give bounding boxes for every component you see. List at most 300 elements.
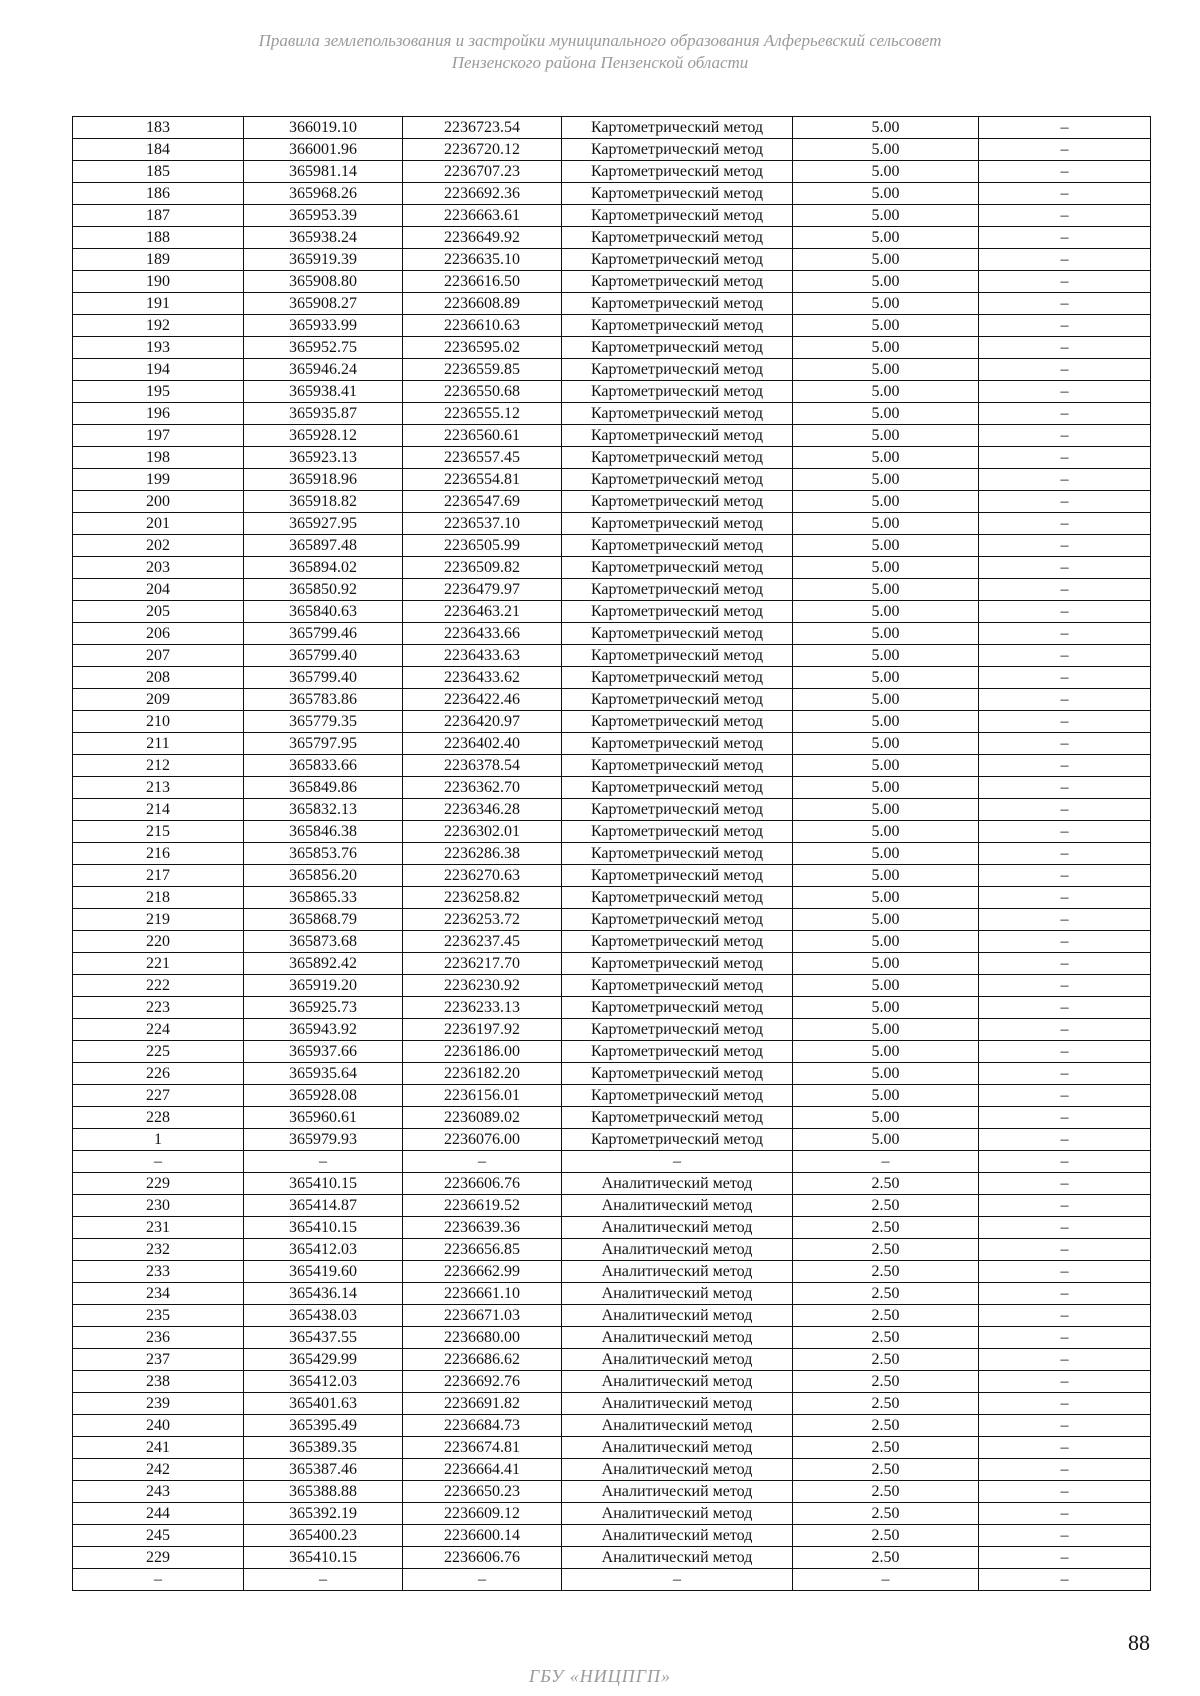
y-coordinate-cell: 2236661.10 — [403, 1283, 562, 1305]
y-coordinate-cell: 2236505.99 — [403, 535, 562, 557]
point-number-cell: 186 — [73, 183, 244, 205]
description-cell: – — [979, 1481, 1151, 1503]
x-coordinate-cell: 366019.10 — [244, 117, 403, 139]
x-coordinate-cell: 365923.13 — [244, 447, 403, 469]
y-coordinate-cell: 2236692.76 — [403, 1371, 562, 1393]
accuracy-cell: 5.00 — [793, 865, 979, 887]
y-coordinate-cell: 2236662.99 — [403, 1261, 562, 1283]
point-number-cell: 200 — [73, 491, 244, 513]
table-row — [73, 1415, 1151, 1437]
x-coordinate-cell: 365918.96 — [244, 469, 403, 491]
description-cell: – — [979, 403, 1151, 425]
accuracy-cell: 5.00 — [793, 513, 979, 535]
description-cell: – — [979, 117, 1151, 139]
table-row — [73, 1393, 1151, 1415]
x-coordinate-cell: 365938.41 — [244, 381, 403, 403]
description-cell: – — [979, 1195, 1151, 1217]
method-cell: Картометрический метод — [562, 733, 793, 755]
accuracy-cell: 2.50 — [793, 1195, 979, 1217]
accuracy-cell: 5.00 — [793, 909, 979, 931]
point-number-cell: 238 — [73, 1371, 244, 1393]
accuracy-cell: 2.50 — [793, 1525, 979, 1547]
x-coordinate-cell: 365414.87 — [244, 1195, 403, 1217]
description-cell: – — [979, 1327, 1151, 1349]
point-number-cell: 201 — [73, 513, 244, 535]
y-coordinate-cell: 2236237.45 — [403, 931, 562, 953]
method-cell: Картометрический метод — [562, 1129, 793, 1151]
accuracy-cell: 5.00 — [793, 887, 979, 909]
description-cell: – — [979, 975, 1151, 997]
x-coordinate-cell: 365401.63 — [244, 1393, 403, 1415]
point-number-cell: 243 — [73, 1481, 244, 1503]
accuracy-cell: 5.00 — [793, 469, 979, 491]
description-cell: – — [979, 139, 1151, 161]
method-cell: Аналитический метод — [562, 1393, 793, 1415]
description-cell: – — [979, 997, 1151, 1019]
y-coordinate-cell: 2236509.82 — [403, 557, 562, 579]
point-number-cell: 233 — [73, 1261, 244, 1283]
x-coordinate-cell: 365410.15 — [244, 1217, 403, 1239]
method-cell: Аналитический метод — [562, 1525, 793, 1547]
accuracy-cell: 5.00 — [793, 953, 979, 975]
table-row — [73, 777, 1151, 799]
accuracy-cell: 2.50 — [793, 1503, 979, 1525]
point-number-cell: 211 — [73, 733, 244, 755]
description-cell: – — [979, 711, 1151, 733]
accuracy-cell: 5.00 — [793, 535, 979, 557]
y-coordinate-cell: 2236559.85 — [403, 359, 562, 381]
description-cell: – — [979, 821, 1151, 843]
table-row — [73, 381, 1151, 403]
y-coordinate-cell: 2236346.28 — [403, 799, 562, 821]
description-cell: – — [979, 1547, 1151, 1569]
method-cell: Картометрический метод — [562, 1041, 793, 1063]
accuracy-cell: 5.00 — [793, 1107, 979, 1129]
method-cell: Картометрический метод — [562, 535, 793, 557]
description-cell: – — [979, 227, 1151, 249]
y-coordinate-cell: 2236378.54 — [403, 755, 562, 777]
accuracy-cell: – — [793, 1569, 979, 1591]
accuracy-cell: 2.50 — [793, 1217, 979, 1239]
description-cell: – — [979, 205, 1151, 227]
method-cell: Картометрический метод — [562, 1107, 793, 1129]
description-cell: – — [979, 381, 1151, 403]
table-row — [73, 183, 1151, 205]
point-number-cell: 240 — [73, 1415, 244, 1437]
point-number-cell: 1 — [73, 1129, 244, 1151]
x-coordinate-cell: 365943.92 — [244, 1019, 403, 1041]
y-coordinate-cell: 2236402.40 — [403, 733, 562, 755]
description-cell: – — [979, 557, 1151, 579]
description-cell: – — [979, 1459, 1151, 1481]
accuracy-cell: 5.00 — [793, 1041, 979, 1063]
method-cell: Картометрический метод — [562, 601, 793, 623]
description-cell: – — [979, 953, 1151, 975]
accuracy-cell: 5.00 — [793, 117, 979, 139]
accuracy-cell: 5.00 — [793, 1129, 979, 1151]
method-cell: Аналитический метод — [562, 1349, 793, 1371]
description-cell: – — [979, 909, 1151, 931]
method-cell: Аналитический метод — [562, 1415, 793, 1437]
header-line-2: Пензенского района Пензенской области — [451, 53, 749, 72]
y-coordinate-cell: 2236433.66 — [403, 623, 562, 645]
point-number-cell: 225 — [73, 1041, 244, 1063]
point-number-cell: 215 — [73, 821, 244, 843]
point-number-cell: – — [73, 1569, 244, 1591]
accuracy-cell: 5.00 — [793, 491, 979, 513]
accuracy-cell: 2.50 — [793, 1437, 979, 1459]
description-cell: – — [979, 1085, 1151, 1107]
method-cell: Картометрический метод — [562, 425, 793, 447]
document-header — [0, 30, 1200, 74]
accuracy-cell: 2.50 — [793, 1283, 979, 1305]
coordinates-table-body — [73, 117, 1151, 1591]
description-cell: – — [979, 271, 1151, 293]
method-cell: Картометрический метод — [562, 711, 793, 733]
method-cell: Аналитический метод — [562, 1283, 793, 1305]
table-row — [73, 1525, 1151, 1547]
description-cell: – — [979, 1371, 1151, 1393]
accuracy-cell: 5.00 — [793, 403, 979, 425]
point-number-cell: 230 — [73, 1195, 244, 1217]
x-coordinate-cell: 365850.92 — [244, 579, 403, 601]
description-cell: – — [979, 623, 1151, 645]
method-cell: Картометрический метод — [562, 799, 793, 821]
x-coordinate-cell: 365779.35 — [244, 711, 403, 733]
y-coordinate-cell: 2236217.70 — [403, 953, 562, 975]
accuracy-cell: 5.00 — [793, 183, 979, 205]
accuracy-cell: 5.00 — [793, 139, 979, 161]
table-row — [73, 1305, 1151, 1327]
x-coordinate-cell: 365387.46 — [244, 1459, 403, 1481]
accuracy-cell: 2.50 — [793, 1327, 979, 1349]
y-coordinate-cell: 2236619.52 — [403, 1195, 562, 1217]
method-cell: Аналитический метод — [562, 1195, 793, 1217]
point-number-cell: 204 — [73, 579, 244, 601]
point-number-cell: 206 — [73, 623, 244, 645]
y-coordinate-cell: 2236606.76 — [403, 1547, 562, 1569]
point-number-cell: 221 — [73, 953, 244, 975]
x-coordinate-cell: 365927.95 — [244, 513, 403, 535]
y-coordinate-cell: 2236230.92 — [403, 975, 562, 997]
description-cell: – — [979, 1349, 1151, 1371]
point-number-cell: 218 — [73, 887, 244, 909]
header-line-1: Правила землепользования и застройки муниципального образования Алферьевский сельсовет — [258, 31, 942, 50]
description-cell: – — [979, 1151, 1151, 1173]
accuracy-cell: 2.50 — [793, 1481, 979, 1503]
description-cell: – — [979, 1569, 1151, 1591]
accuracy-cell: 5.00 — [793, 843, 979, 865]
method-cell: Картометрический метод — [562, 953, 793, 975]
x-coordinate-cell: 365799.46 — [244, 623, 403, 645]
y-coordinate-cell: 2236258.82 — [403, 887, 562, 909]
x-coordinate-cell: 365412.03 — [244, 1371, 403, 1393]
x-coordinate-cell: 365389.35 — [244, 1437, 403, 1459]
x-coordinate-cell: 365410.15 — [244, 1173, 403, 1195]
y-coordinate-cell: 2236286.38 — [403, 843, 562, 865]
table-row — [73, 1019, 1151, 1041]
table-row — [73, 117, 1151, 139]
method-cell: Аналитический метод — [562, 1261, 793, 1283]
description-cell: – — [979, 865, 1151, 887]
accuracy-cell: 5.00 — [793, 755, 979, 777]
method-cell: Картометрический метод — [562, 909, 793, 931]
x-coordinate-cell: 365960.61 — [244, 1107, 403, 1129]
point-number-cell: 229 — [73, 1173, 244, 1195]
x-coordinate-cell: – — [244, 1151, 403, 1173]
y-coordinate-cell: 2236723.54 — [403, 117, 562, 139]
table-row — [73, 645, 1151, 667]
point-number-cell: 216 — [73, 843, 244, 865]
table-row — [73, 1503, 1151, 1525]
point-number-cell: 213 — [73, 777, 244, 799]
point-number-cell: 235 — [73, 1305, 244, 1327]
description-cell: – — [979, 601, 1151, 623]
accuracy-cell: 5.00 — [793, 667, 979, 689]
x-coordinate-cell: 365797.95 — [244, 733, 403, 755]
y-coordinate-cell: 2236639.36 — [403, 1217, 562, 1239]
description-cell: – — [979, 447, 1151, 469]
y-coordinate-cell: 2236197.92 — [403, 1019, 562, 1041]
description-cell: – — [979, 1437, 1151, 1459]
point-number-cell: 241 — [73, 1437, 244, 1459]
point-number-cell: 217 — [73, 865, 244, 887]
description-cell: – — [979, 1261, 1151, 1283]
x-coordinate-cell: 365981.14 — [244, 161, 403, 183]
y-coordinate-cell: 2236692.36 — [403, 183, 562, 205]
method-cell: Картометрический метод — [562, 975, 793, 997]
method-cell: Картометрический метод — [562, 623, 793, 645]
x-coordinate-cell: 365410.15 — [244, 1547, 403, 1569]
point-number-cell: 189 — [73, 249, 244, 271]
table-row — [73, 711, 1151, 733]
accuracy-cell: 5.00 — [793, 601, 979, 623]
table-row — [73, 1085, 1151, 1107]
page-number: 88 — [1128, 1630, 1150, 1655]
method-cell: Картометрический метод — [562, 931, 793, 953]
table-row — [73, 513, 1151, 535]
method-cell: Картометрический метод — [562, 491, 793, 513]
accuracy-cell: 5.00 — [793, 293, 979, 315]
point-number-cell: 222 — [73, 975, 244, 997]
table-row — [73, 249, 1151, 271]
table-row — [73, 1547, 1151, 1569]
description-cell: – — [979, 315, 1151, 337]
x-coordinate-cell: 365946.24 — [244, 359, 403, 381]
y-coordinate-cell: 2236606.76 — [403, 1173, 562, 1195]
x-coordinate-cell: 365419.60 — [244, 1261, 403, 1283]
x-coordinate-cell: 365400.23 — [244, 1525, 403, 1547]
accuracy-cell: 2.50 — [793, 1371, 979, 1393]
table-row — [73, 1063, 1151, 1085]
point-number-cell: 188 — [73, 227, 244, 249]
point-number-cell: 244 — [73, 1503, 244, 1525]
y-coordinate-cell: 2236550.68 — [403, 381, 562, 403]
description-cell: – — [979, 249, 1151, 271]
accuracy-cell: 5.00 — [793, 227, 979, 249]
point-number-cell: 210 — [73, 711, 244, 733]
point-number-cell: 209 — [73, 689, 244, 711]
method-cell: Аналитический метод — [562, 1239, 793, 1261]
point-number-cell: – — [73, 1151, 244, 1173]
y-coordinate-cell: 2236684.73 — [403, 1415, 562, 1437]
table-row — [73, 1283, 1151, 1305]
table-row — [73, 1569, 1151, 1591]
description-cell: – — [979, 887, 1151, 909]
x-coordinate-cell: 365846.38 — [244, 821, 403, 843]
table-row — [73, 667, 1151, 689]
description-cell: – — [979, 1283, 1151, 1305]
y-coordinate-cell: 2236671.03 — [403, 1305, 562, 1327]
table-row — [73, 623, 1151, 645]
point-number-cell: 194 — [73, 359, 244, 381]
method-cell: Картометрический метод — [562, 359, 793, 381]
y-coordinate-cell: 2236433.62 — [403, 667, 562, 689]
description-cell: – — [979, 843, 1151, 865]
description-cell: – — [979, 645, 1151, 667]
point-number-cell: 207 — [73, 645, 244, 667]
y-coordinate-cell: – — [403, 1151, 562, 1173]
method-cell: Картометрический метод — [562, 403, 793, 425]
table-row — [73, 425, 1151, 447]
y-coordinate-cell: 2236560.61 — [403, 425, 562, 447]
description-cell: – — [979, 1041, 1151, 1063]
y-coordinate-cell: 2236680.00 — [403, 1327, 562, 1349]
accuracy-cell: 5.00 — [793, 645, 979, 667]
table-row — [73, 1349, 1151, 1371]
table-row — [73, 535, 1151, 557]
accuracy-cell: 5.00 — [793, 249, 979, 271]
method-cell: Картометрический метод — [562, 755, 793, 777]
description-cell: – — [979, 777, 1151, 799]
point-number-cell: 197 — [73, 425, 244, 447]
method-cell: Аналитический метод — [562, 1173, 793, 1195]
y-coordinate-cell: 2236422.46 — [403, 689, 562, 711]
table-row — [73, 1217, 1151, 1239]
method-cell: Картометрический метод — [562, 315, 793, 337]
description-cell: – — [979, 755, 1151, 777]
table-row — [73, 205, 1151, 227]
accuracy-cell: 5.00 — [793, 689, 979, 711]
table-row — [73, 315, 1151, 337]
point-number-cell: 191 — [73, 293, 244, 315]
accuracy-cell: 5.00 — [793, 1019, 979, 1041]
description-cell: – — [979, 931, 1151, 953]
x-coordinate-cell: 365908.80 — [244, 271, 403, 293]
table-row — [73, 601, 1151, 623]
method-cell: Картометрический метод — [562, 821, 793, 843]
x-coordinate-cell: 365388.88 — [244, 1481, 403, 1503]
x-coordinate-cell: 365933.99 — [244, 315, 403, 337]
point-number-cell: 203 — [73, 557, 244, 579]
table-row — [73, 755, 1151, 777]
accuracy-cell: 5.00 — [793, 337, 979, 359]
x-coordinate-cell: 365799.40 — [244, 667, 403, 689]
accuracy-cell: 5.00 — [793, 975, 979, 997]
x-coordinate-cell: 365953.39 — [244, 205, 403, 227]
method-cell: Аналитический метод — [562, 1371, 793, 1393]
y-coordinate-cell: 2236707.23 — [403, 161, 562, 183]
coordinates-table — [72, 116, 1151, 1591]
description-cell: – — [979, 1393, 1151, 1415]
x-coordinate-cell: 365935.87 — [244, 403, 403, 425]
accuracy-cell: 5.00 — [793, 359, 979, 381]
accuracy-cell: 5.00 — [793, 161, 979, 183]
description-cell: – — [979, 1063, 1151, 1085]
table-row — [73, 1481, 1151, 1503]
x-coordinate-cell: 365438.03 — [244, 1305, 403, 1327]
y-coordinate-cell: 2236076.00 — [403, 1129, 562, 1151]
x-coordinate-cell: 365849.86 — [244, 777, 403, 799]
method-cell: Картометрический метод — [562, 139, 793, 161]
accuracy-cell: 2.50 — [793, 1393, 979, 1415]
y-coordinate-cell: 2236463.21 — [403, 601, 562, 623]
point-number-cell: 229 — [73, 1547, 244, 1569]
point-number-cell: 192 — [73, 315, 244, 337]
method-cell: Аналитический метод — [562, 1481, 793, 1503]
description-cell: – — [979, 1503, 1151, 1525]
y-coordinate-cell: 2236595.02 — [403, 337, 562, 359]
description-cell: – — [979, 1217, 1151, 1239]
x-coordinate-cell: 365783.86 — [244, 689, 403, 711]
method-cell: Картометрический метод — [562, 843, 793, 865]
method-cell: Аналитический метод — [562, 1547, 793, 1569]
document-footer: ГБУ «НИЦПГП» — [529, 1666, 671, 1686]
point-number-cell: 228 — [73, 1107, 244, 1129]
y-coordinate-cell: 2236433.63 — [403, 645, 562, 667]
x-coordinate-cell: 366001.96 — [244, 139, 403, 161]
y-coordinate-cell: 2236554.81 — [403, 469, 562, 491]
point-number-cell: 236 — [73, 1327, 244, 1349]
description-cell: – — [979, 799, 1151, 821]
point-number-cell: 187 — [73, 205, 244, 227]
accuracy-cell: 5.00 — [793, 931, 979, 953]
table-row — [73, 227, 1151, 249]
method-cell: Картометрический метод — [562, 161, 793, 183]
method-cell: Картометрический метод — [562, 469, 793, 491]
accuracy-cell: 5.00 — [793, 271, 979, 293]
x-coordinate-cell: 365395.49 — [244, 1415, 403, 1437]
point-number-cell: 184 — [73, 139, 244, 161]
y-coordinate-cell: 2236656.85 — [403, 1239, 562, 1261]
x-coordinate-cell: 365892.42 — [244, 953, 403, 975]
x-coordinate-cell: 365938.24 — [244, 227, 403, 249]
point-number-cell: 205 — [73, 601, 244, 623]
y-coordinate-cell: 2236362.70 — [403, 777, 562, 799]
x-coordinate-cell: 365937.66 — [244, 1041, 403, 1063]
y-coordinate-cell: 2236663.61 — [403, 205, 562, 227]
method-cell: Аналитический метод — [562, 1503, 793, 1525]
method-cell: Картометрический метод — [562, 205, 793, 227]
table-row — [73, 491, 1151, 513]
description-cell: – — [979, 359, 1151, 381]
accuracy-cell: 5.00 — [793, 733, 979, 755]
accuracy-cell: 5.00 — [793, 997, 979, 1019]
table-row — [73, 909, 1151, 931]
accuracy-cell: 2.50 — [793, 1547, 979, 1569]
accuracy-cell: 5.00 — [793, 799, 979, 821]
table-row — [73, 843, 1151, 865]
point-number-cell: 208 — [73, 667, 244, 689]
description-cell: – — [979, 667, 1151, 689]
method-cell: Картометрический метод — [562, 645, 793, 667]
method-cell: Картометрический метод — [562, 381, 793, 403]
y-coordinate-cell: 2236186.00 — [403, 1041, 562, 1063]
table-row — [73, 447, 1151, 469]
description-cell: – — [979, 293, 1151, 315]
point-number-cell: 202 — [73, 535, 244, 557]
point-number-cell: 199 — [73, 469, 244, 491]
